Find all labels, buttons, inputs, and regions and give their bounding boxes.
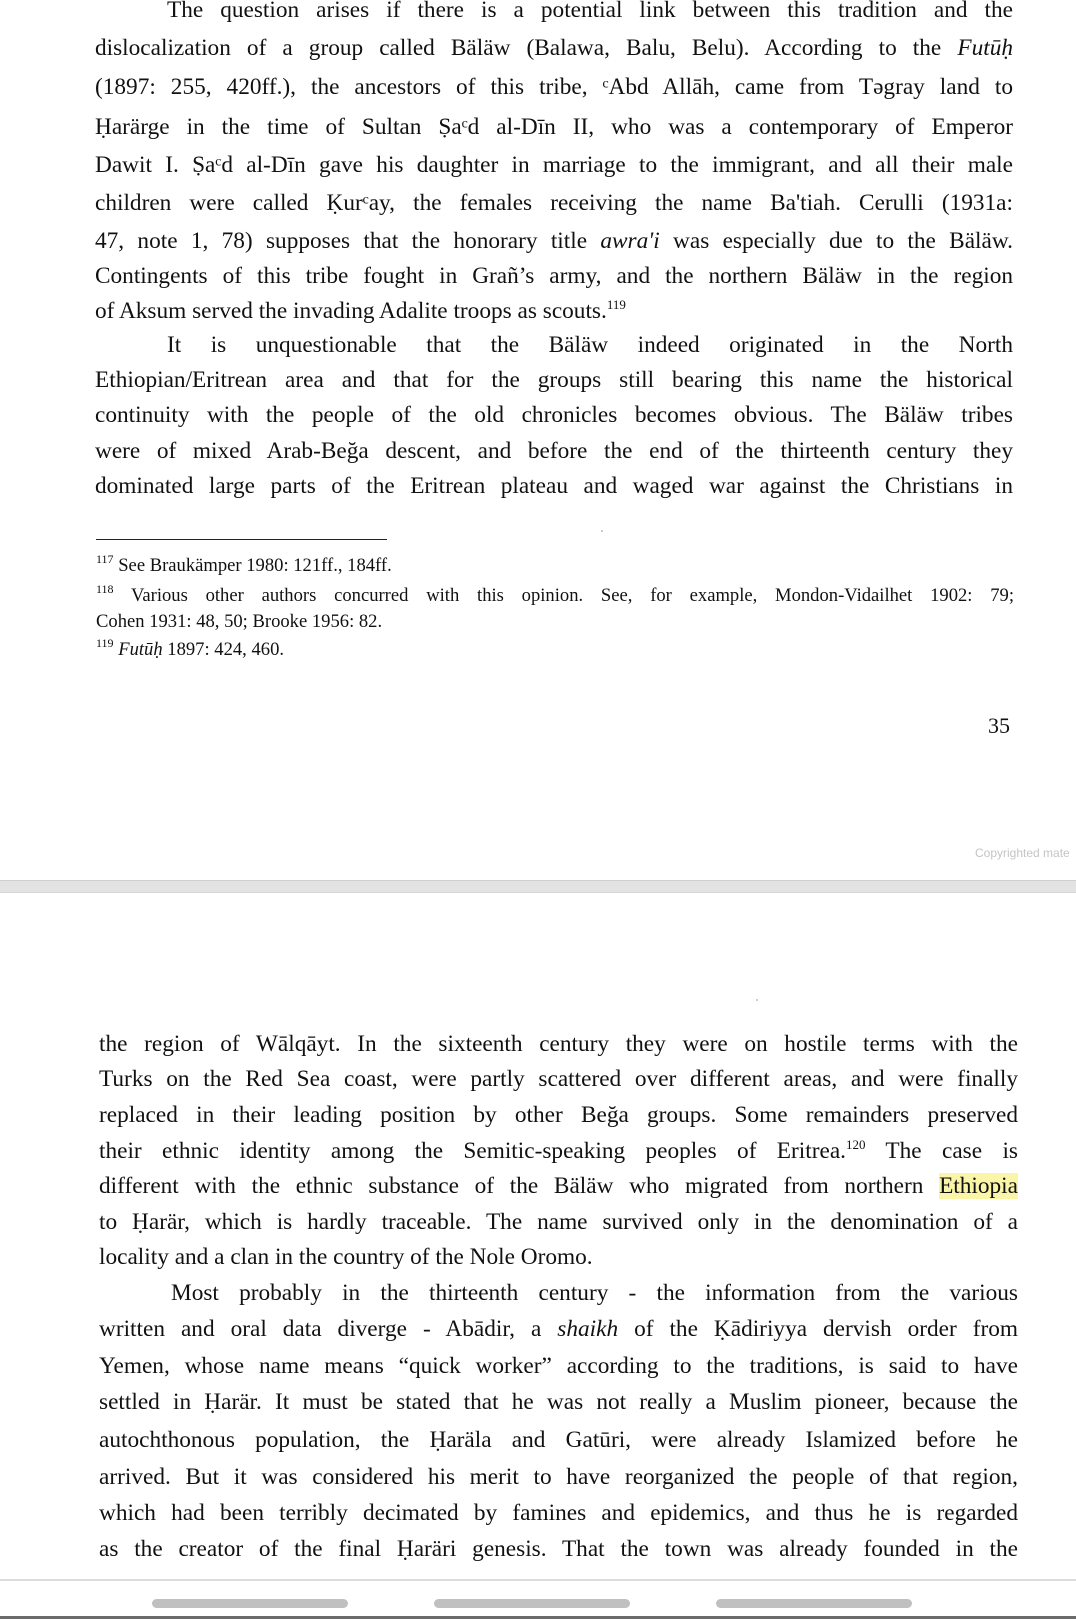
text-span: their ethnic identity among the Semitic-speaking peoples of Eritrea. xyxy=(99,1138,846,1164)
italic-term: awra'i xyxy=(600,228,660,254)
scroll-pill-indicator[interactable] xyxy=(434,1599,630,1608)
text-line: (1897: 255, 420ff.), the ancestors of this tribe, ᶜAbd Allāh, came from Təgray land to xyxy=(95,74,1013,100)
text-line: Ethiopian/Eritrean area and that for the groups still bearing this name the historical xyxy=(95,367,1013,393)
footnote-number: 119 xyxy=(96,636,114,650)
scroll-pill-indicator[interactable] xyxy=(152,1599,348,1608)
text-line: to Ḥarär, which is hardly traceable. The name survived only in the denomination of a xyxy=(99,1209,1018,1235)
text-line: It is unquestionable that the Bäläw indeed originated in the North xyxy=(167,332,1013,358)
text-line: Ḥarärge in the time of Sultan Ṣaᶜd al-Dīn II, who was a contemporary of Emperor xyxy=(95,114,1013,140)
text-span: 47, note 1, 78) supposes that the honorary title xyxy=(95,228,601,254)
footnote-117 xyxy=(96,553,1014,579)
text-line xyxy=(99,1311,1018,1347)
text-span: The case is xyxy=(865,1138,1018,1164)
footnote-text: Various other authors concurred with this opinion. See, for example, Mondon-Vidailhet 1902: 79; xyxy=(131,585,1015,606)
text-line xyxy=(99,1168,1018,1204)
footnote-text: See Braukämper 1980: 121ff., 184ff. xyxy=(118,555,392,576)
text-line xyxy=(95,293,1013,329)
text-line xyxy=(95,30,1013,66)
footnote-118-continued: Cohen 1931: 48, 50; Brooke 1956: 82. xyxy=(96,611,383,632)
text-line: continuity with the people of the old chronicles becomes obvious. The Bäläw tribes xyxy=(95,402,1013,428)
text-line: were of mixed Arab-Beğa descent, and before the end of the thirteenth century they xyxy=(95,438,1013,464)
text-line: Most probably in the thirteenth century - the information from the various xyxy=(171,1280,1018,1306)
scan-speck xyxy=(756,999,758,1001)
text-line: autochthonous population, the Ḥaräla and Gatūri, were already Islamized before he xyxy=(99,1427,1018,1453)
text-line: The question arises if there is a potential link between this tradition and the xyxy=(167,0,1013,23)
text-line: which had been terribly decimated by famines and epidemics, and thus he is regarded xyxy=(99,1500,1018,1526)
text-line xyxy=(95,223,1013,259)
text-line: locality and a clan in the country of the Nole Oromo. xyxy=(99,1244,593,1270)
footnote-ref[interactable]: 119 xyxy=(606,297,626,312)
footnote-number: 118 xyxy=(96,582,114,596)
text-span: different with the ethnic substance of the Bäläw who migrated from northern xyxy=(99,1173,940,1199)
scroll-pill-indicator[interactable] xyxy=(716,1599,912,1608)
text-span: of the Ḳādiriyya dervish order from xyxy=(618,1316,1018,1342)
italic-term: shaikh xyxy=(557,1316,619,1342)
text-span: dislocalization of a group called Bäläw (Balawa, Balu, Belu). According to the xyxy=(95,35,958,61)
footnote-separator xyxy=(96,539,387,540)
text-line: the region of Wālqāyt. In the sixteenth century they were on hostile terms with the xyxy=(99,1031,1018,1057)
text-line: settled in Ḥarär. It must be stated that he was not really a Muslim pioneer, because the xyxy=(99,1389,1018,1415)
book-page-36 xyxy=(0,893,1076,1583)
footnote-119 xyxy=(96,637,1014,663)
page-number: 35 xyxy=(988,713,1010,738)
text-span: written and oral data diverge - Abādir, a xyxy=(99,1316,558,1342)
scan-speck xyxy=(601,530,603,532)
text-line: arrived. But it was considered his merit to have reorganized the people of that region, xyxy=(99,1464,1018,1490)
text-line: as the creator of the final Ḥaräri genesis. That the town was already founded in the xyxy=(99,1536,1018,1562)
text-span: of Aksum served the invading Adalite troops as scouts. xyxy=(95,298,607,324)
text-line: Yemen, whose name means “quick worker” according to the traditions, is said to have xyxy=(99,1353,1018,1379)
text-line: Dawit I. Ṣaᶜd al-Dīn gave his daughter in marriage to the immigrant, and all their male xyxy=(95,152,1013,178)
page-scroll-indicator xyxy=(0,1579,1076,1619)
footnote-number: 117 xyxy=(96,552,114,566)
copyright-watermark: Copyrighted mate xyxy=(975,846,1070,860)
text-line xyxy=(99,1133,1018,1169)
text-line: Turks on the Red Sea coast, were partly scattered over different areas, and were finally xyxy=(99,1066,1018,1092)
footnote-ref[interactable]: 120 xyxy=(846,1137,866,1152)
text-span: was especially due to the Bäläw. xyxy=(659,228,1013,254)
footnote-text: 1897: 424, 460. xyxy=(162,639,285,660)
italic-title: Futūḥ xyxy=(118,639,163,660)
text-line: children were called Ḳurᶜay, the females receiving the name Ba'tiah. Cerulli (1931a: xyxy=(95,190,1013,216)
text-line: Contingents of this tribe fought in Grañ’s army, and the northern Bäläw in the region xyxy=(95,263,1013,289)
italic-title: Futūḥ xyxy=(957,35,1013,61)
text-line: dominated large parts of the Eritrean plateau and waged war against the Christians in xyxy=(95,473,1013,499)
search-highlight[interactable]: Ethiopia xyxy=(939,1173,1018,1199)
page-separator xyxy=(0,880,1076,893)
footnote-118 xyxy=(96,583,1014,609)
text-line: replaced in their leading position by other Beğa groups. Some remainders preserved xyxy=(99,1102,1018,1128)
